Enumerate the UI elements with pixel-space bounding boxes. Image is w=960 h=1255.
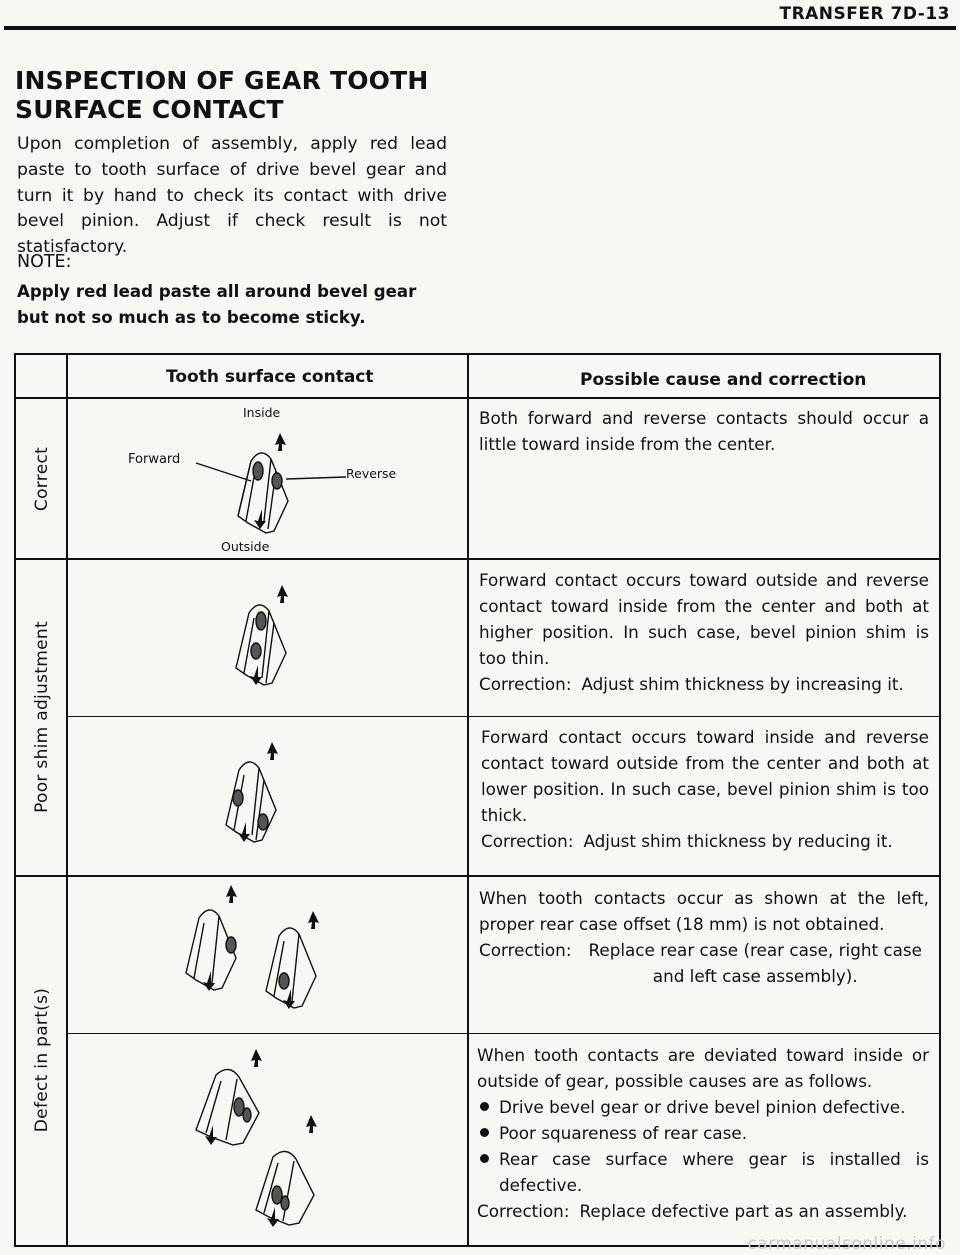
cause-text-correct: Both forward and reverse contacts should occur a little toward inside from the center.: [479, 408, 929, 454]
cause-text-deviated: When tooth contacts are deviated toward inside or outside of gear, possible causes are as follows.: [477, 1045, 929, 1091]
gear-tooth-shim-thick-diagram: [206, 740, 296, 855]
cause-text-offset: When tooth contacts occur as shown at the left, proper rear case offset (18 mm) is not obtained.: [479, 888, 929, 934]
cause-text-shim-thin: Forward contact occurs toward outside and reverse contact toward inside from the center and both at higher position. In such case, bevel pinion shim is too thin.: [479, 570, 929, 668]
arrow-up-icon: [226, 885, 237, 903]
group-divider-2: [16, 875, 939, 877]
cause-text-shim-thick: Forward contact occurs toward inside and reverse contact toward outside from the center and both at lower position. In such case, bevel pinion shim is too thick.: [481, 727, 929, 825]
title-line-1: INSPECTION OF GEAR TOOTH: [15, 66, 429, 95]
correction-offset: [479, 937, 929, 989]
reverse-leader-line: [286, 477, 346, 479]
cause-cell-correct: [479, 405, 929, 457]
arrow-up-icon: [277, 585, 288, 603]
correction-text-offset: Replace rear case (rear case, right case and left case assembly).: [588, 940, 922, 986]
correction-label: Correction:: [479, 674, 572, 694]
group-divider-1: [16, 558, 939, 560]
row-divider-defect: [68, 1033, 939, 1034]
cause-cell-shim-thick: [481, 724, 929, 854]
cause-bullet-item: Rear case surface where gear is installed is defective.: [477, 1146, 929, 1198]
arrow-up-icon: [275, 433, 286, 451]
arrow-up-icon: [306, 1115, 317, 1133]
correction-text-shim-thin: Adjust shim thickness by increasing it.: [581, 674, 904, 694]
label-reverse: Reverse: [346, 466, 397, 481]
cause-cell-shim-thin: [479, 567, 929, 697]
forward-leader-line: [196, 463, 251, 481]
correction-label: Correction:: [479, 940, 572, 960]
watermark: carmanualsonline.info: [747, 1234, 946, 1254]
gear-tooth-shim-thin-diagram: [216, 583, 306, 698]
gear-tooth-deviated-diagram: [171, 1045, 351, 1235]
cause-cell-deviated: [477, 1042, 929, 1224]
correction-label: Correction:: [481, 831, 574, 851]
arrow-down-icon: [250, 665, 262, 685]
cause-cell-offset: [479, 885, 929, 989]
title-line-2: SURFACE CONTACT: [15, 95, 284, 124]
cause-bullet-item: Poor squareness of rear case.: [477, 1120, 929, 1146]
correction-shim-thin: [479, 671, 929, 697]
correction-shim-thick: [481, 828, 929, 854]
correction-text-shim-thick: Adjust shim thickness by reducing it.: [583, 831, 893, 851]
group-label-correct: Correct: [32, 446, 52, 512]
arrow-up-icon: [308, 911, 319, 929]
header-row-divider: [16, 397, 939, 399]
header-rule: [4, 26, 956, 30]
label-outside: Outside: [221, 539, 270, 554]
correction-text-deviated: Replace defective part as an assembly.: [579, 1201, 908, 1221]
group-label-defect: Defect in part(s): [32, 987, 52, 1133]
label-forward: Forward: [128, 452, 181, 467]
section-title: [15, 66, 428, 124]
note-label: NOTE:: [17, 252, 72, 272]
col-divider-2: [467, 355, 469, 1245]
note-text: Apply red lead paste all around bevel gear but not so much as to become sticky.: [17, 282, 417, 327]
group-label-poor-shim: Poor shim adjustment: [32, 621, 52, 813]
page-header-label: TRANSFER 7D-13: [779, 4, 950, 24]
gear-tooth-correct-diagram: [176, 421, 356, 541]
label-inside: Inside: [243, 405, 281, 420]
intro-paragraph: Upon completion of assembly, apply red lead paste to tooth surface of drive bevel gear and turn it by hand to check its contact with drive bevel pinion. Adjust if check result is not statisfactory.: [17, 134, 447, 258]
header-tooth-contact: Tooth surface contact: [166, 367, 374, 387]
correction-label: Correction:: [477, 1201, 570, 1221]
col-divider-1: [66, 355, 68, 1245]
cause-bullet-item: Drive bevel gear or drive bevel pinion defective.: [477, 1094, 929, 1120]
arrow-up-icon: [267, 742, 278, 760]
gear-tooth-offset-diagram: [171, 883, 351, 1023]
cause-bullet-list: [477, 1094, 929, 1198]
correction-deviated: [477, 1198, 929, 1224]
contact-table: [14, 353, 941, 1247]
arrow-up-icon: [251, 1049, 262, 1067]
row-divider-shim: [68, 716, 939, 717]
header-cause: Possible cause and correction: [580, 370, 867, 390]
